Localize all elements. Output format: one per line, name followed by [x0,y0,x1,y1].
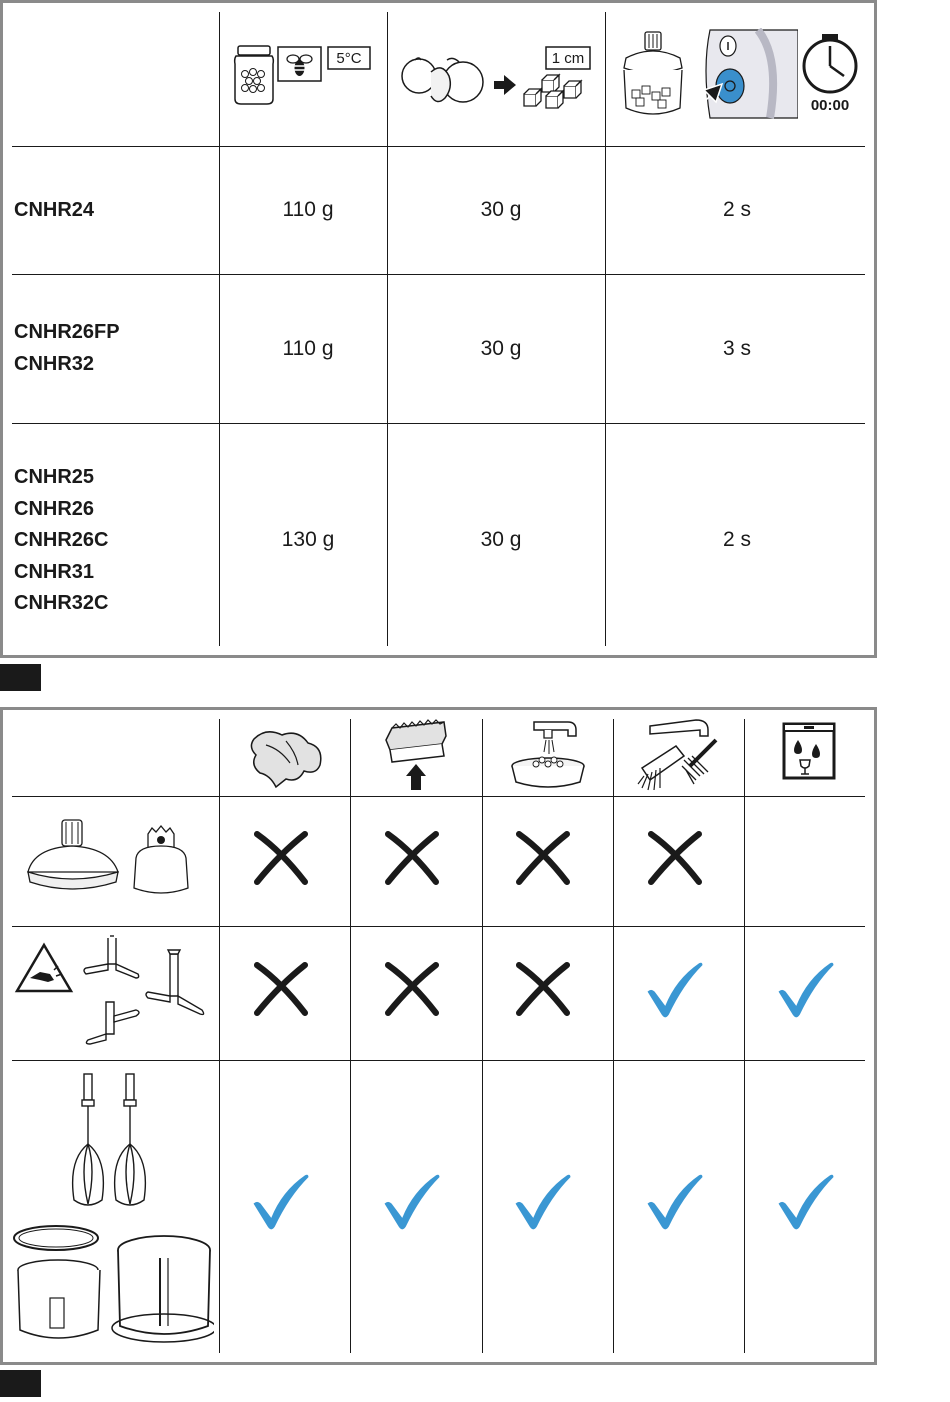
honey-amount: 130 g [281,528,335,551]
fruit-amount: 30 g [480,528,522,551]
model-list-row-3 [14,462,108,620]
cross-mark-icon [381,958,443,1020]
cross-mark-icon [512,827,574,889]
t1-row-divider [12,274,865,275]
model-name: CNHR32C [14,592,109,614]
gear-unit-icon [130,818,192,896]
model-name: CNHR31 [14,560,95,583]
cloth-wipe-icon [246,725,326,793]
model-list-row-2 [14,317,120,380]
size-label [545,46,591,70]
pulse-time: 3 s [722,337,751,360]
t2-col-divider [350,719,351,1353]
t2-col-divider [744,719,745,1353]
t2-col-divider [613,719,614,1353]
temperature-label [327,46,371,70]
dishwasher-icon [782,722,836,780]
chopper-bowl-icon [618,30,688,118]
check-mark-icon [512,1170,574,1232]
fruit-icon [397,52,489,108]
blade-icon [80,934,212,1050]
honey-amount: 110 g [282,337,334,360]
cross-mark-icon [250,827,312,889]
warning-icon [14,942,74,994]
wash-bowl-icon [504,720,592,792]
check-mark-icon [775,1170,837,1232]
check-mark-icon [644,1170,706,1232]
t1-col-divider [219,12,220,646]
model-name: CNHR26C [14,529,109,551]
model-name: CNHR32 [14,352,95,375]
section-badge [0,1370,41,1397]
bowl-icon [10,1218,214,1350]
model-list-row-1 [14,195,94,227]
stopwatch-icon [798,34,862,114]
fruit-amount: 30 g [480,337,522,360]
t2-row-divider [12,796,865,797]
cross-mark-icon [381,827,443,889]
bee-icon [277,46,322,82]
pulse-button-icon [688,28,798,120]
cross-mark-icon [250,958,312,1020]
honey-amount: 110 g [282,198,334,221]
t1-row-divider [12,146,865,147]
cross-mark-icon [512,958,574,1020]
t1-row-divider [12,423,865,424]
t2-col-divider [482,719,483,1353]
cubes-icon [518,72,584,112]
brush-rinse-icon [636,718,724,794]
check-mark-icon [250,1170,312,1232]
t2-row-divider [12,1060,865,1061]
cross-mark-icon [644,827,706,889]
model-name: CNHR26 [14,497,95,520]
t1-col-divider [605,12,606,646]
lid-icon [24,816,124,898]
fruit-amount: 30 g [480,198,522,221]
sponge-icon [382,718,452,792]
check-mark-icon [775,958,837,1020]
whisk-icon [66,1070,156,1210]
model-name: CNHR24 [14,199,95,221]
svg-text:5°C: 5°C [336,50,362,67]
check-mark-icon [381,1170,443,1232]
honey-jar-icon [232,44,276,106]
pulse-time: 2 s [722,198,751,221]
pulse-time: 2 s [722,528,751,551]
arrow-right-icon [494,75,516,95]
svg-text:00:00: 00:00 [810,97,850,114]
model-name: CNHR26FP [14,321,120,343]
section-badge [0,664,41,691]
t2-row-divider [12,926,865,927]
svg-text:1 cm: 1 cm [551,50,585,67]
check-mark-icon [644,958,706,1020]
model-name: CNHR25 [14,466,95,488]
t2-col-divider [219,719,220,1353]
